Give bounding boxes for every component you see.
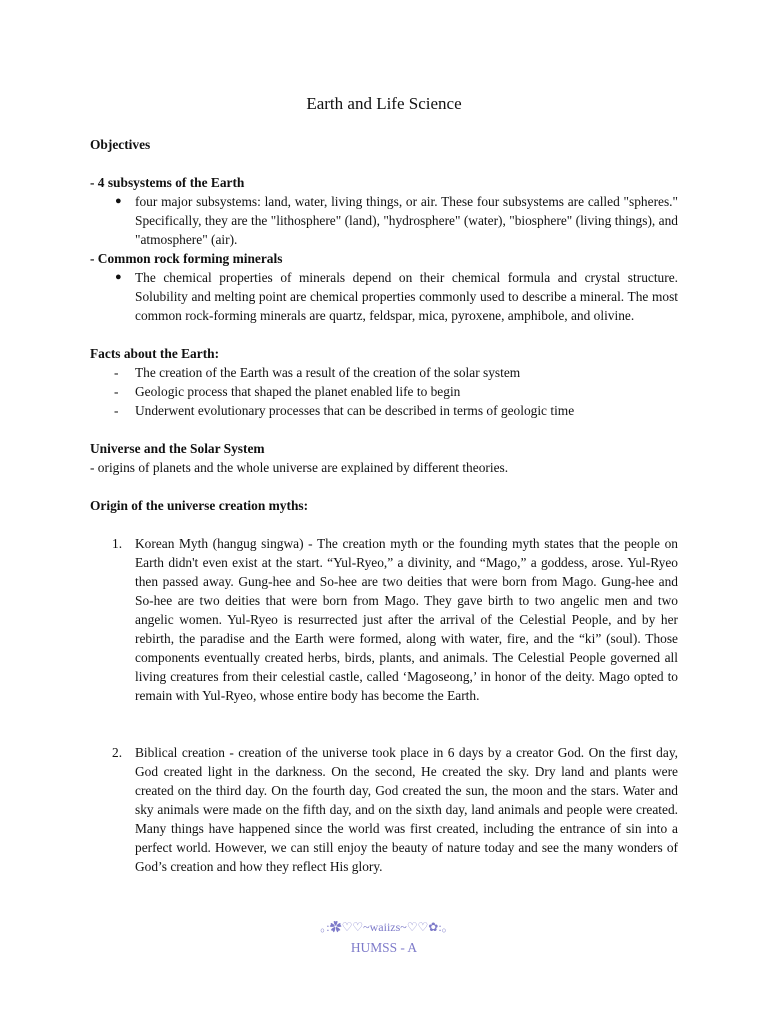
universe-heading: Universe and the Solar System	[90, 441, 265, 456]
bullet-icon: ●	[115, 195, 122, 207]
dash-icon: -	[114, 384, 119, 399]
list-number: 2.	[112, 745, 123, 760]
minerals-heading: - Common rock forming minerals	[90, 251, 283, 266]
list-item	[90, 401, 678, 420]
myths-heading: Origin of the universe creation myths:	[90, 498, 309, 513]
list-item-text: Geologic process that shaped the planet enabled life to begin	[135, 384, 461, 399]
bullet-icon: ●	[115, 271, 122, 283]
list-item-text: The creation of the Earth was a result of the creation of the solar system	[135, 365, 521, 380]
footer-signature: ｡:✿♡♡~waiizs~♡♡✿:｡	[320, 920, 448, 934]
list-number: 1.	[112, 536, 123, 551]
dash-icon: -	[114, 403, 119, 418]
spacer	[90, 325, 678, 344]
list-item-text: Biblical creation - creation of the universe took place in 6 days by a creator God. On the first day, God created light in the darkness. On the second, He created the sky. Dry land and plants were created on the third day. On the fourth day, God created the sun, the moon and the stars. Water and sky animals were made on the fifth day, and on the sixth day, land animals and people were created. Many things have happened since the world was first created, including the entrance of sin into a perfect world. However, we can still enjoy the beauty of nature today and see the many wonders of God’s creation and how they reflect His glory.	[135, 745, 678, 874]
minerals-list	[90, 268, 678, 325]
spacer	[90, 154, 678, 173]
document-title: Earth and Life Science	[306, 94, 462, 113]
myths-list	[90, 534, 678, 876]
spacer	[90, 477, 678, 496]
list-item-text: Underwent evolutionary processes that can be described in terms of geologic time	[135, 403, 575, 418]
objectives-heading: Objectives	[90, 137, 151, 152]
spacer	[90, 705, 678, 743]
list-item-text: four major subsystems: land, water, living things, or air. These four subsystems are called "spheres." Specifically, they are the "lithosphere" (land), "hydrosphere" (water), "biosphere" (living things), and "atmosphere" (air).	[135, 194, 678, 247]
list-item	[90, 534, 678, 705]
list-item	[90, 743, 678, 876]
facts-heading: Facts about the Earth:	[90, 346, 220, 361]
subsystems-heading: - 4 subsystems of the Earth	[90, 175, 245, 190]
list-item	[90, 363, 678, 382]
universe-text: - origins of planets and the whole universe are explained by different theories.	[90, 460, 509, 475]
dash-icon: -	[114, 365, 119, 380]
spacer	[90, 420, 678, 439]
list-item-text: The chemical properties of minerals depend on their chemical formula and crystal structure. Solubility and melting point are chemical properties commonly used to describe a mineral. The most common rock-forming minerals are quartz, feldspar, mica, pyroxene, amphibole, and olivine.	[135, 270, 678, 323]
list-item-text: Korean Myth (hangug singwa) - The creation myth or the founding myth states that the people on Earth didn't even exist at the start. “Yul-Ryeo,” a divinity, and “Mago,” a goddess, arose. Yul-Ryeo then passed away. Gung-hee and So-hee are two deities that were born from Mago. Gung-hee and So-hee are two deities that were born from Mago. They gave birth to two angelic men and two angelic women. Yul-Ryeo is resurrected just after the arrival of the Celestial People, and by her rebirth, the paradise and the Earth were formed, along with water, fire, and the “ki” (soul). Those components eventually created herbs, birds, plants, and animals. The Celestial People governed all living creatures from their celestial castle, called ‘Magoseong,’ in honor of the deity. Mago opted to remain with Yul-Ryeo, whose entire body has become the Earth.	[135, 536, 678, 703]
subsystems-list	[90, 192, 678, 249]
footer-class-name: HUMSS - A	[350, 940, 418, 955]
list-item	[90, 268, 678, 325]
list-item	[90, 192, 678, 249]
facts-list	[90, 363, 678, 420]
list-item	[90, 382, 678, 401]
spacer	[90, 515, 678, 534]
